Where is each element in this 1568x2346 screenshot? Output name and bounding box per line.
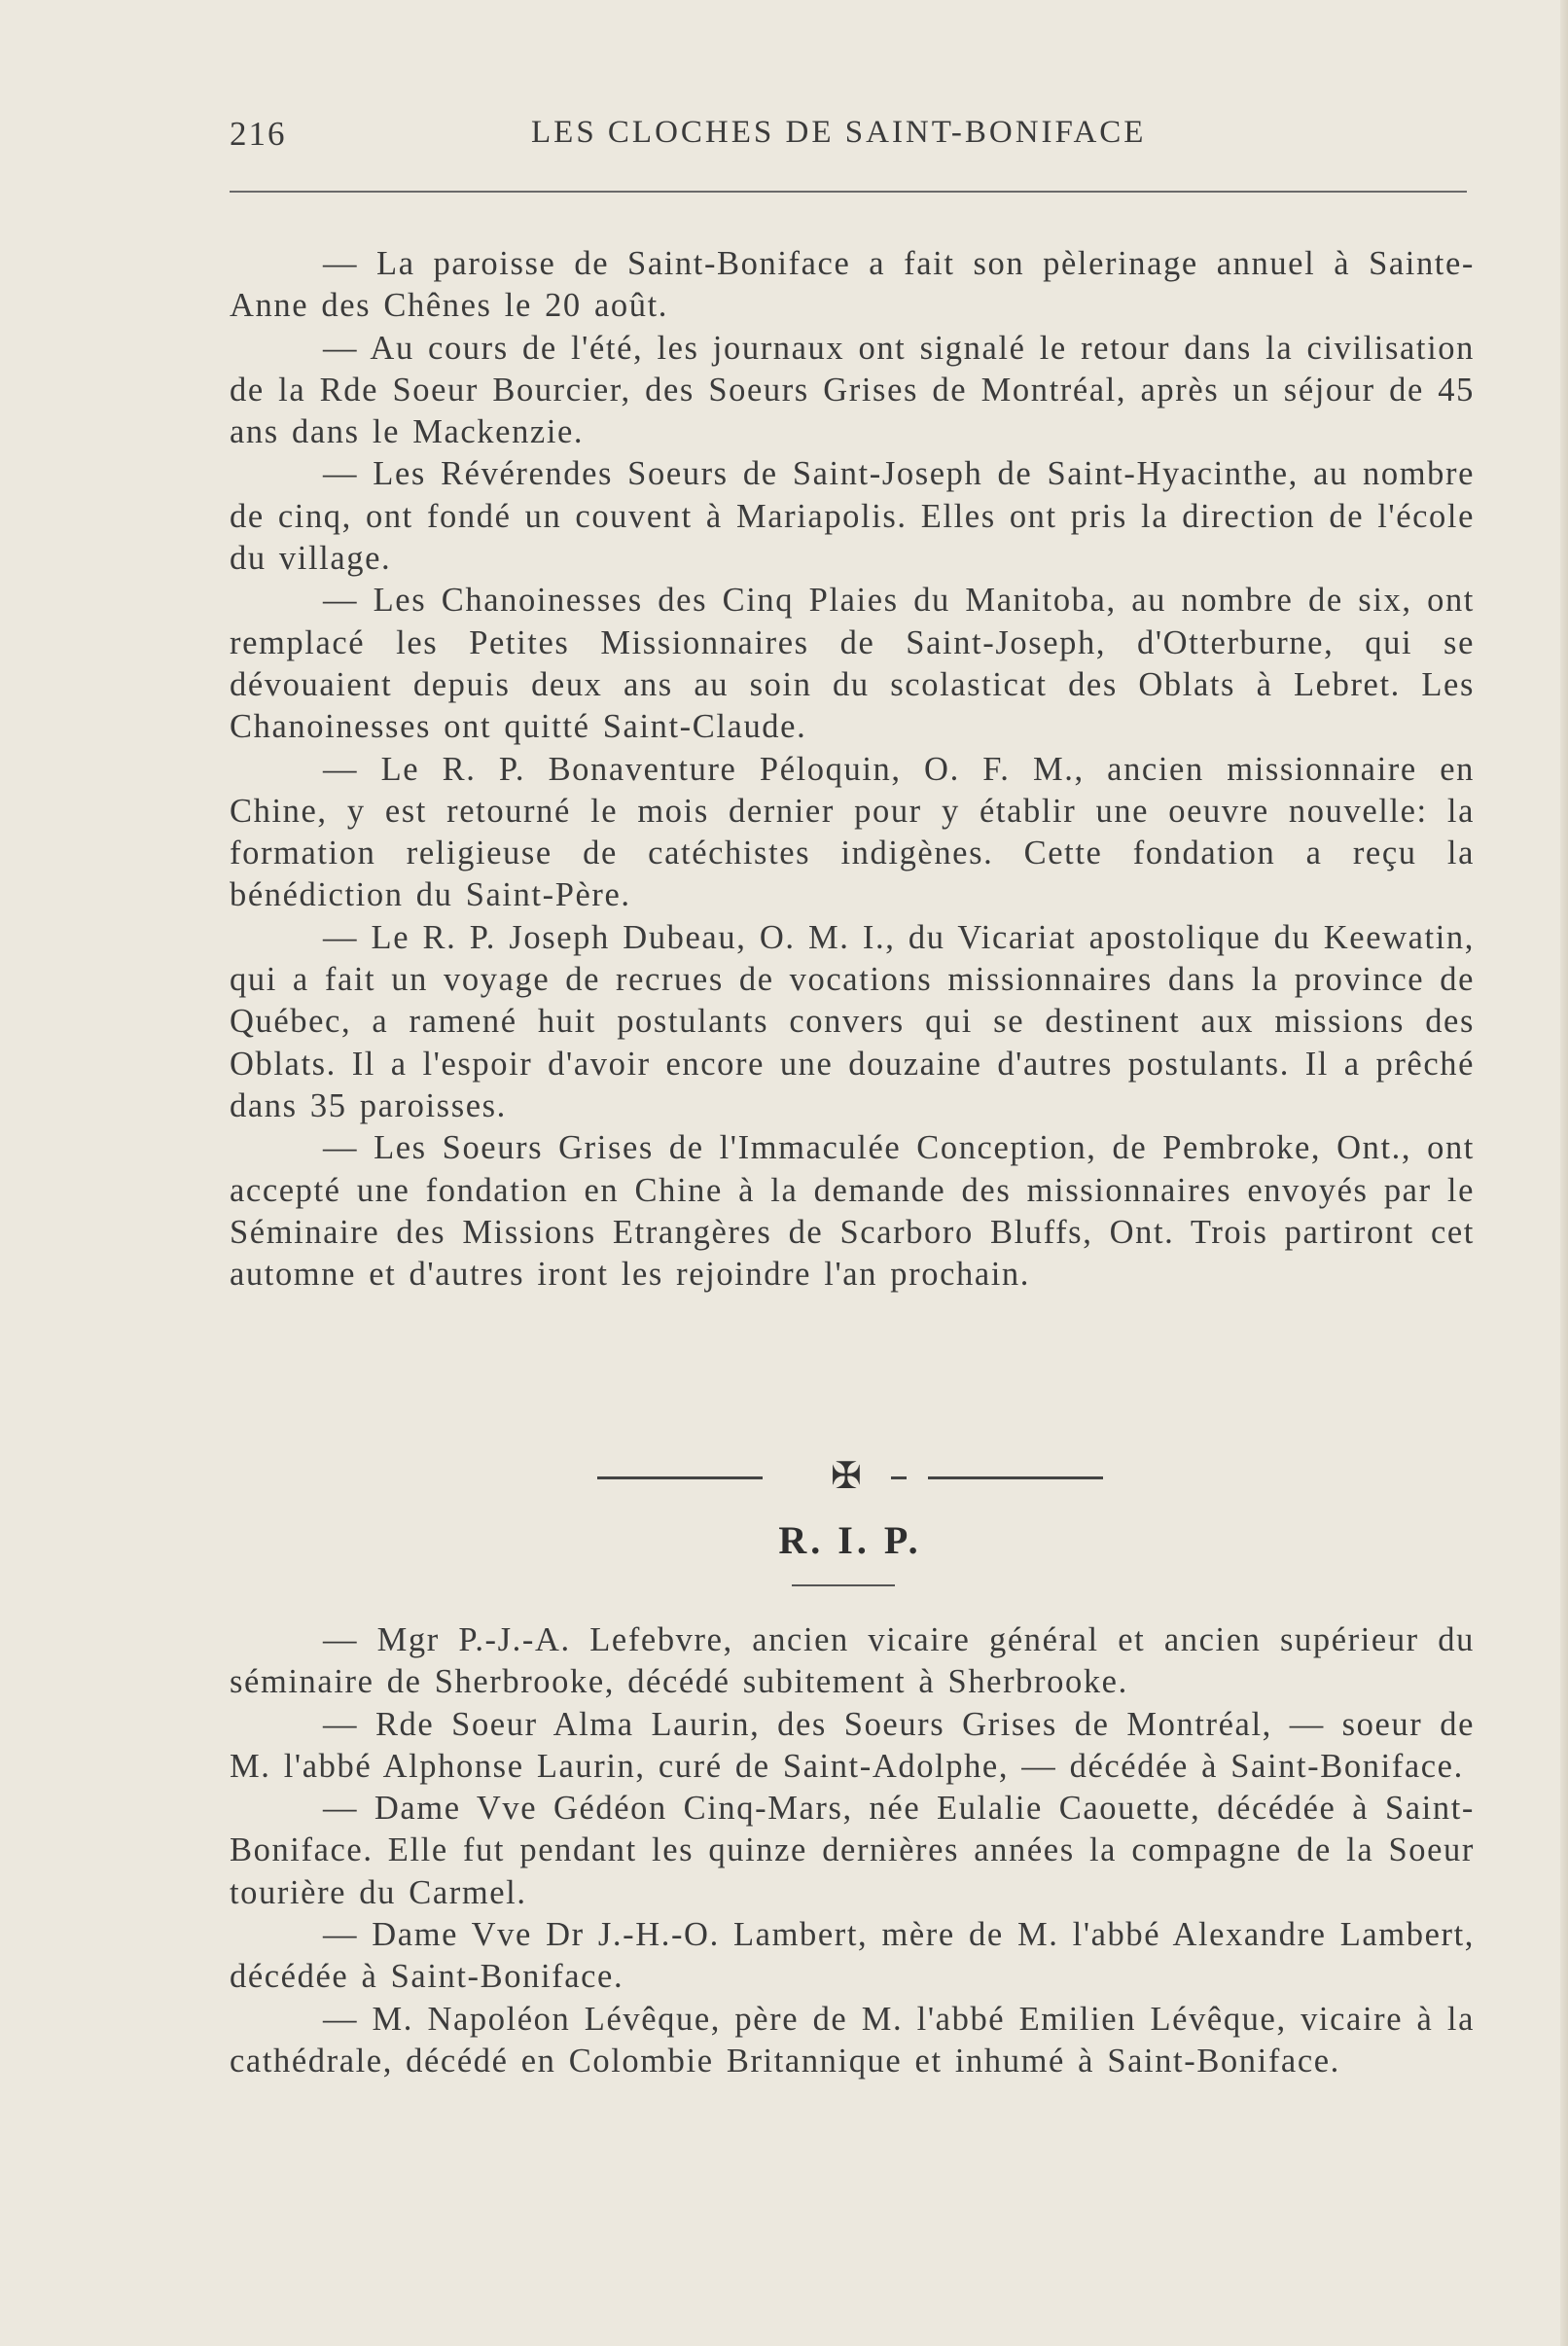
news-paragraph: — Au cours de l'été, les journaux ont signalé le retour dans la civilisation de la Rde Soeur Bourcier, des Soeurs Grises de Montréal, après un séjour de 45 ans dans le Mackenzie. — [230, 329, 1475, 451]
obituary-paragraph: — M. Napoléon Lévêque, père de M. l'abbé Emilien Lévêque, vicaire à la cathédrale, décédé en Colombie Britannique et inhumé à Saint-Boniface. — [230, 2000, 1475, 2079]
divider-rule-left — [597, 1476, 763, 1479]
obituary-paragraph: — Rde Soeur Alma Laurin, des Soeurs Grises de Montréal, — soeur de M. l'abbé Alphonse Laurin, curé de Saint-Adolphe, — décédée à Saint-Boniface. — [230, 1705, 1475, 1785]
maltese-cross-icon: ✠ — [831, 1456, 862, 1497]
obituary-paragraph: — Dame Vve Gédéon Cinq-Mars, née Eulalie Caouette, décédée à Saint-Boniface. Elle fut pendant les quinze dernières années la compagne de la Soeur tourière du Carmel. — [230, 1790, 1475, 1911]
rip-heading: R. I. P. — [778, 1518, 922, 1562]
news-paragraph: — Le R. P. Joseph Dubeau, O. M. I., du Vicariat apostolique du Keewatin, qui a fait un voyage de recrues de vocations missionnaires dans la province de Québec, a ramené huit postulants convers qui se destinent aux missions des Oblats. Il a l'espoir d'avoir encore une douzaine d'autres postulants. Il a prêché dans 35 paroisses. — [230, 918, 1475, 1124]
header-rule — [230, 191, 1467, 193]
news-section — [230, 243, 1475, 1296]
news-paragraph: — Les Chanoinesses des Cinq Plaies du Manitoba, au nombre de six, ont remplacé les Petites Missionnaires de Saint-Joseph, d'Otterburne, qui se dévouaient depuis deux ans au soin du scolasticat des Oblats à Lebret. Les Chanoinesses ont quitté Saint-Claude. — [230, 582, 1475, 746]
rip-section — [230, 1619, 1475, 2082]
news-paragraph: — Le R. P. Bonaventure Péloquin, O. F. M., ancien missionnaire en Chine, y est retourné le mois dernier pour y établir une oeuvre nouvelle: la formation religieuse de catéchistes indigènes. Cette fondation a reçu la bénédiction du Saint-Père. — [230, 750, 1475, 914]
journal-title: LES CLOCHES DE SAINT-BONIFACE — [531, 115, 1147, 150]
section-divider — [597, 1456, 1103, 1498]
divider-dash — [891, 1476, 907, 1479]
divider-rule-right — [928, 1476, 1103, 1479]
news-paragraph: — Les Révérendes Soeurs de Saint-Joseph de Saint-Hyacinthe, au nombre de cinq, ont fondé un couvent à Mariapolis. Elles ont pris la direction de l'école du village. — [230, 455, 1475, 578]
rip-heading-rule — [792, 1584, 895, 1586]
news-paragraph: — Les Soeurs Grises de l'Immaculée Conception, de Pembroke, Ont., ont accepté une fondation en Chine à la demande des missionnaires envoyés par le Séminaire des Missions Etrangères de Scarboro Bluffs, Ont. Trois partiront cet automne et d'autres iront les rejoindre l'an prochain. — [230, 1129, 1475, 1294]
obituary-paragraph: — Dame Vve Dr J.-H.-O. Lambert, mère de M. l'abbé Alexandre Lambert, décédée à Saint-Boniface. — [230, 1916, 1475, 1996]
running-head — [230, 115, 1475, 169]
page-edge — [1560, 0, 1568, 2346]
obituary-paragraph: — Mgr P.-J.-A. Lefebvre, ancien vicaire général et ancien supérieur du séminaire de Sherbrooke, décédé subitement à Sherbrooke. — [230, 1621, 1475, 1701]
news-paragraph: — La paroisse de Saint-Boniface a fait son pèlerinage annuel à Sainte-Anne des Chênes le 20 août. — [230, 245, 1475, 325]
page-number: 216 — [230, 115, 287, 153]
